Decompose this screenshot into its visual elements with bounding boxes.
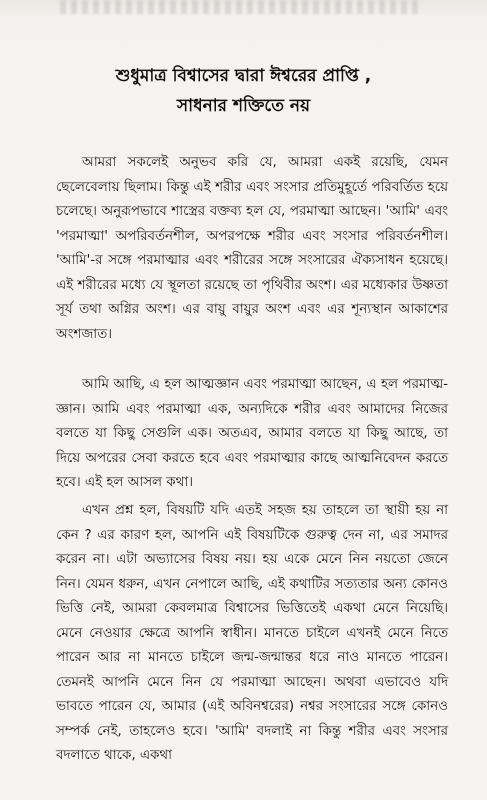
chapter-heading-line-1: শুধুমাত্র বিশ্বাসের দ্বারা ঈশ্বরের প্রাপ্তি , (115, 66, 372, 86)
paragraph-2: আমি আছি, এ হল আত্মজ্ঞান এবং পরমাত্মা আছেন, এ হল পরমাত্ম-জ্ঞান। আমি এবং পরমাত্মা এক, অন্যদিকে শরীর এবং আমাদের নিজের বলতে যা কিছু সেগুলি এক। অতএব, আমার বলতে যা কিছু আছে, তা দিয়ে অপরের সেবা করতে হবে এবং পরমাত্মার কাছে আত্মনিবেদন করতে হবে। এই হল আসল কথা। (56, 377, 448, 490)
paragraph-1: আমরা সকলেই অনুভব করি যে, আমরা একই রয়েছি, যেমন ছেলেবেলায় ছিলাম। কিন্তু এই শরীর এবং সংসার প্রতিমুহূর্তে পরিবর্তিত হয়ে চলেছে। অনুরূপভাবে শাস্ত্রের বক্তব্য হল যে, পরমাত্মা আছেন। 'আমি' এবং 'পরমাত্মা' অপরিবর্তনশীল, অপরপক্ষে শরীর এবং সংসার পরিবর্তনশীল। 'আমি'-র সঙ্গে পরমাত্মার এবং শরীরের সঙ্গে সংসারের ঐক্যসাধন হয়েছে। এই শরীরের মধ্যে যে স্থূলতা রয়েছে তা পৃথিবীর অংশ। এর মধ্যেকার উষ্ণতা সূর্য তথা অগ্নির অংশ। এর বায়ু বায়ুর অংশ এবং এর শূন্যস্থান আকাশের অংশজাত। (56, 155, 448, 342)
paragraph-3: এখন প্রশ্ন হল, বিষয়টি যদি এতই সহজ হয় তাহলে তা স্থায়ী হয় না কেন ? এর কারণ হল, আপনি এই বিষয়টিকে গুরুত্ব দেন না, এর সমাদর করেন না। এটা অভ্যাসের বিষয় নয়। হয় একে মেনে নিন নয়তো জেনে নিন। যেমন ধরুন, এখন নেপালে আছি, এই কথাটির সত্যতার অন্য কোনও ভিত্তি নেই, আমরা কেবলমাত্র বিশ্বাসের ভিত্তিতেই একথা মেনে নিয়েছি। মেনে নেওয়ার ক্ষেত্রে আপনি স্বাধীন। মানতে চাইলে এখনই মেনে নিতে পারেন আর না মানতে চাইলে জন্ম-জন্মান্তর ধরে নাও মানতে পারেন। তেমনই আপনি মেনে নিন যে পরমাত্মা আছেন। অথবা এভাবেও যদি ভাবতে পারেন যে, আমার (এই অবিনশ্বরের) নশ্বর সংসারের সঙ্গে কোনও সম্পর্ক নেই, তাহলেও হবে। 'আমি' বদলাই না কিন্তু শরীর এবং সংসার বদলাতে থাকে, একথা (56, 503, 448, 763)
chapter-heading-line-2: সাধনার শক্তিতে নয় (176, 96, 311, 116)
previous-page-bleed-through (60, 0, 420, 14)
